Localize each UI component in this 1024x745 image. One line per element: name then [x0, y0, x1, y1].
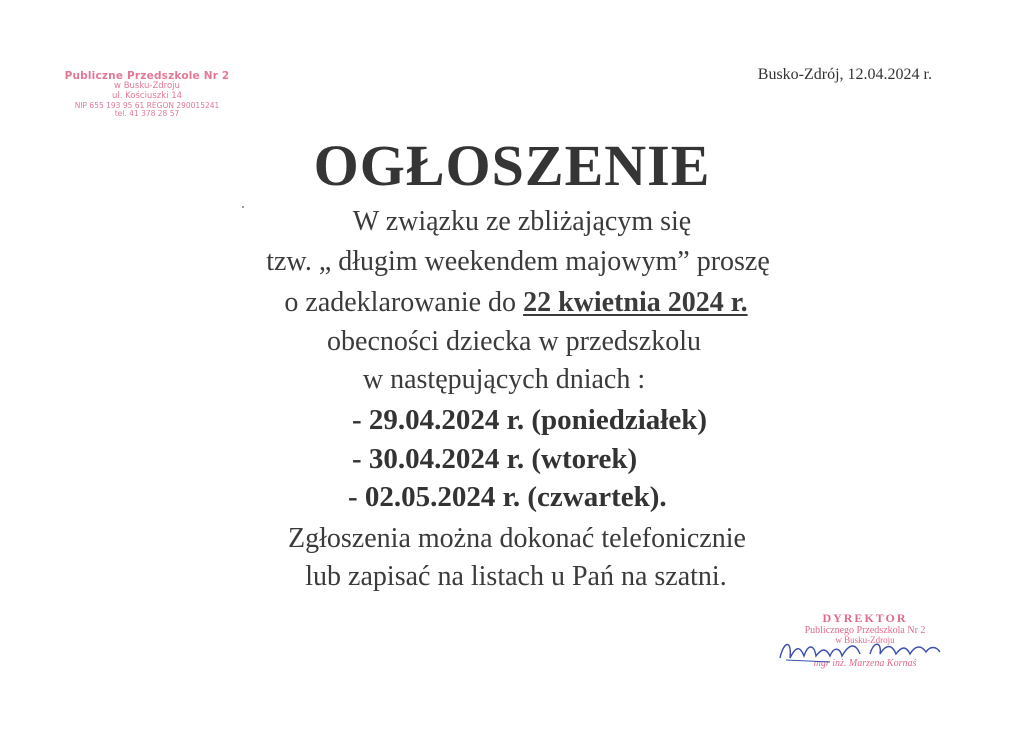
- announcement-line-3: [4, 287, 1024, 319]
- deadline-prefix: o zadeklarowanie do: [284, 287, 524, 318]
- director-role: DYREKTOR: [822, 611, 908, 625]
- footer-line-2: lub zapisać na listach u Pań na szatni.: [305, 561, 727, 592]
- handwritten-signature: [770, 632, 950, 668]
- stamp-town: w Busku-Zdroju: [114, 81, 180, 92]
- date-item: - 30.04.2024 r. (wtorek): [352, 443, 638, 475]
- director-town: w Busku-Zdroju: [835, 635, 895, 646]
- date-item: - 02.05.2024 r. (czwartek).: [348, 481, 667, 513]
- announcement-line-1: W związku ze zbliżającym się: [352, 206, 692, 237]
- announcement-line-2: tzw. „ długim weekendem majowym” proszę: [266, 246, 770, 277]
- footer-line-1: Zgłoszenia można dokonać telefonicznie: [288, 523, 746, 554]
- director-name: mgr inż. Marzena Kornaś: [813, 658, 917, 670]
- stamp-address: ul. Kościuszki 14: [111, 90, 183, 101]
- institution-stamp: [62, 70, 232, 119]
- announcement-line-5: w następujących dniach :: [362, 364, 646, 395]
- stamp-phone: tel. 41 378 28 57: [114, 109, 180, 119]
- date-item: - 29.04.2024 r. (poniedziałek): [352, 404, 707, 436]
- stamp-title: Publiczne Przedszkole Nr 2: [64, 70, 230, 82]
- announcement-line-4: obecności dziecka w przedszkolu: [327, 326, 701, 357]
- director-institution: Publicznego Przedszkola Nr 2: [804, 625, 926, 637]
- stamp-nip-regon: NIP 655 193 95 61 REGON 290015241: [74, 100, 220, 110]
- deadline-date: 22 kwietnia 2024 r.: [523, 287, 748, 318]
- page-title: OGŁOSZENIE: [313, 133, 711, 198]
- document-date: Busko-Zdrój, 12.04.2024 r.: [757, 66, 932, 83]
